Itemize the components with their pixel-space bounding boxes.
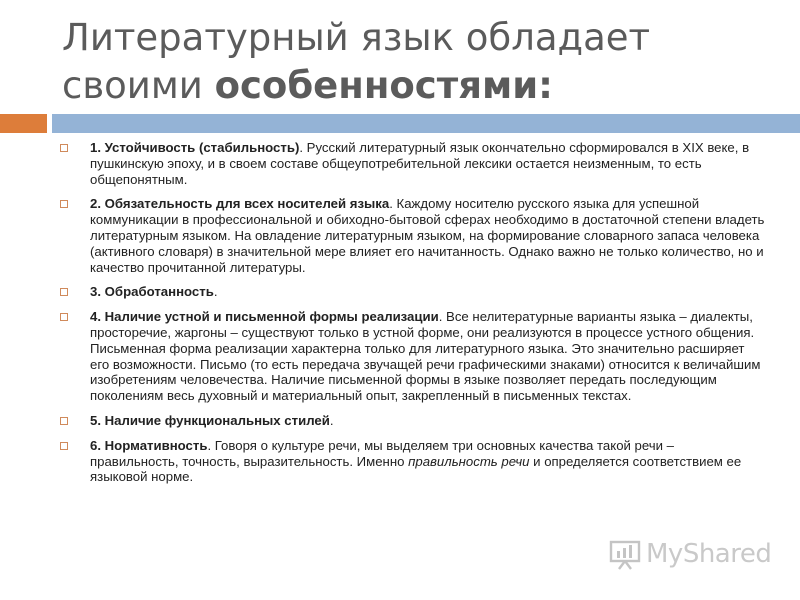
square-bullet-icon [60,442,68,450]
square-bullet-icon [60,144,68,152]
item-text: . Говоря о культуре речи, мы выделяем три основных качества такой речи – правильность, точность, выразительность. Именно [90,437,675,469]
item-heading: 3. Обработанность [90,284,214,300]
square-bullet-icon [60,313,68,321]
accent-bar-orange [0,114,47,133]
title-line-2-plain: своими [62,64,215,107]
title-line-1: Литературный язык обладает [62,16,651,59]
list-item [60,140,765,187]
slide-title [62,14,782,110]
item-heading: 6. Нормативность [90,437,208,453]
item-heading: 4. Наличие устной и письменной формы реализации [90,309,439,325]
square-bullet-icon [60,200,68,208]
item-heading: 5. Наличие функциональных стилей [90,412,330,428]
square-bullet-icon [60,288,68,296]
accent-bar-blue [52,114,800,133]
title-line-2 [62,62,782,110]
bullet-list [60,140,765,494]
square-bullet-icon [60,417,68,425]
title-line-2-bold: особенностями: [214,64,553,107]
item-heading: 1. Устойчивость (стабильность) [90,140,300,155]
item-text: . [213,284,218,300]
list-item [60,438,765,485]
item-text: . Русский литературный язык окончательно сформировался в XIX веке, в пушкинскую эпоху, и в своем составе общеупотребительной лексики остается неизменным, то есть общепонятным. [90,140,750,187]
list-item [60,413,765,429]
list-item [60,309,765,404]
watermark-text: MyShared [646,539,772,569]
watermark [608,536,771,572]
item-text: . Каждому носителю русского языка для успешной коммуникации в профессиональной и обиходно-бытовой сферах необходимо в достаточной степени владеть литературным языком. На овладение литературным языком, на формирование словарного запаса человека (активного словаря) в значительной мере влияет его начитанность. Однако важно не только количество, но и качество прочитанной литературы. [90,196,765,275]
list-item [60,284,765,300]
item-heading: 2. Обязательность для всех носителей языка [90,196,390,212]
item-italic-text: правильность речи [408,453,530,469]
item-tail-text: и определяется соответствием ее языковой норме. [90,453,742,485]
item-text: . Все нелитературные варианты языка – диалекты, просторечие, жаргоны – существуют только в устной форме, они реализуются в процессе устного общения. Письменная форма реализации характерна только для литературного языка. Это значительно расширяет его возможности. Письмо (то есть передача звучащей речи графическими знаками) относится к величайшим изобретениям человечества. Наличие письменной формы в языке позволяет передать последующим поколениям весь духовный и материальный опыт, закрепленный в письменных текстах. [90,309,761,404]
presentation-board-icon [608,537,642,571]
list-item [60,196,765,275]
item-text: . [329,412,334,428]
